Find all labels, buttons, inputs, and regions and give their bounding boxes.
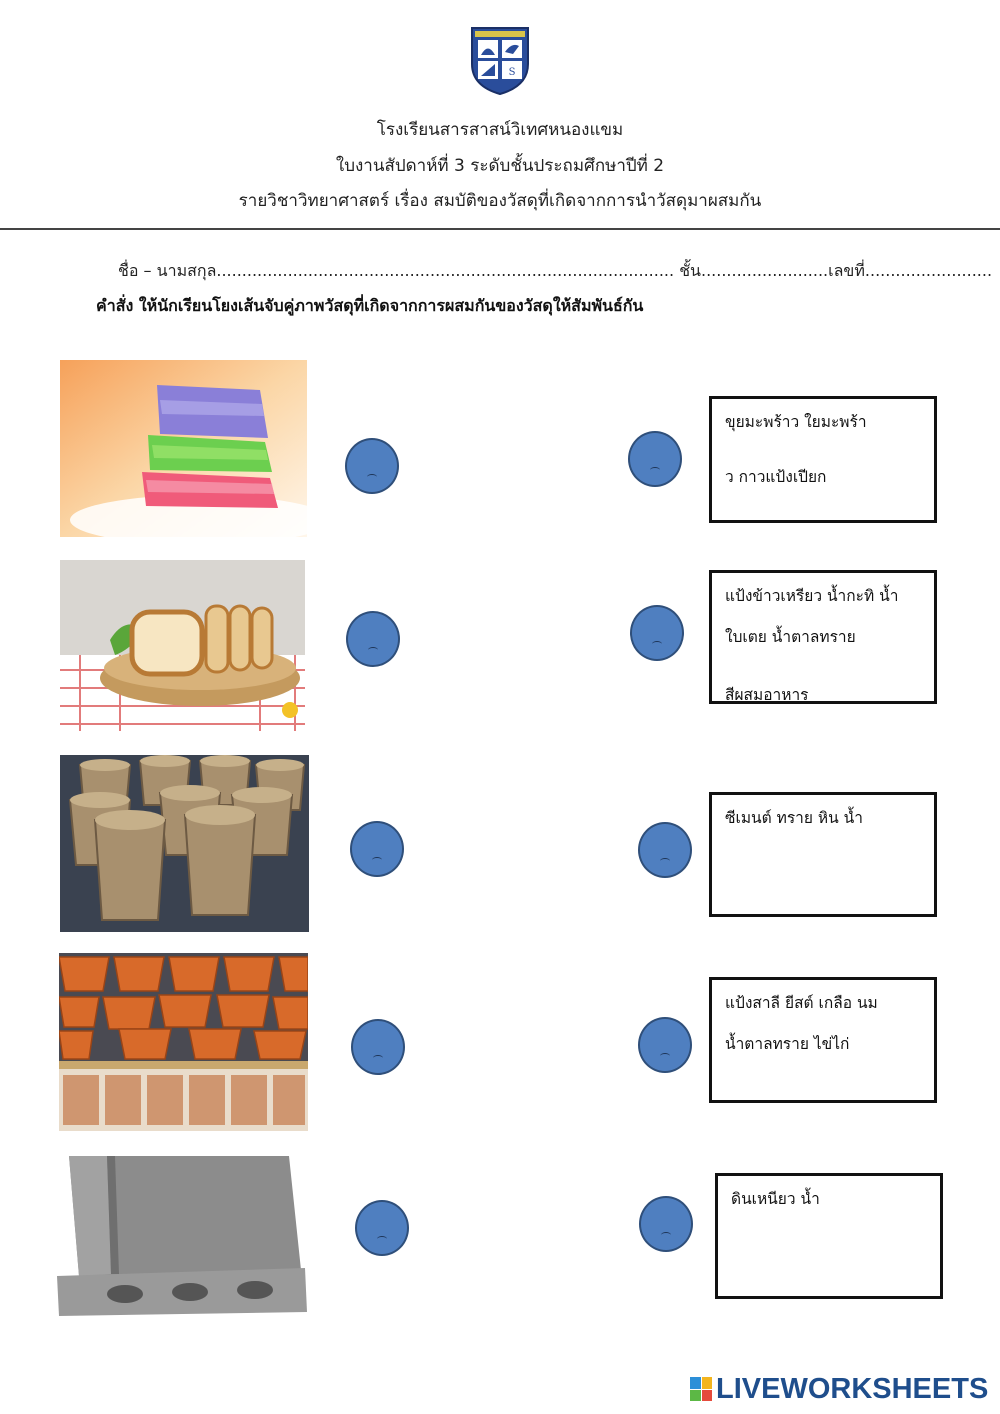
answer-box-4 — [709, 977, 937, 1103]
header-divider — [0, 228, 1000, 230]
answer-box-line: น้ำตาลทราย ไข่ไก่ — [725, 1035, 850, 1053]
answer-box-3 — [709, 792, 937, 917]
answer-box-line: ใบเตย น้ำตาลทราย — [725, 628, 856, 646]
answer-box-2 — [709, 570, 937, 704]
right-match-dot-3[interactable] — [638, 822, 692, 878]
left-match-dot-4[interactable] — [351, 1019, 405, 1075]
liveworksheets-icon — [690, 1377, 712, 1401]
subject-title: รายวิชาวิทยาศาสตร์ เรื่อง สมบัติของวัสดุที่เกิดจากการนำวัสดุมาผสมกัน — [238, 191, 762, 211]
left-match-dot-5[interactable] — [355, 1200, 409, 1256]
bread-picture — [60, 560, 305, 731]
answer-box-line: ว กาวแป้งเปียก — [725, 468, 827, 486]
answer-box-line: แป้งสาลี ยีสต์ เกลือ นม — [725, 994, 878, 1012]
concrete-block-picture — [55, 1152, 309, 1318]
school-name: โรงเรียนสารสาสน์วิเทศหนองแขม — [376, 120, 624, 140]
left-match-dot-3[interactable] — [350, 821, 404, 877]
answer-box-line: ซีเมนต์ ทราย หิน น้ำ — [725, 809, 863, 827]
answer-box-line: สีผสมอาหาร — [725, 686, 809, 704]
liveworksheets-wordmark: LIVEWORKSHEETS — [716, 1372, 989, 1405]
instruction-text: คำสั่ง ให้นักเรียนโยงเส้นจับคู่ภาพวัสดุที่เกิดจากการผสมกันของวัสดุให้สัมพันธ์กัน — [96, 296, 644, 315]
right-match-dot-4[interactable] — [638, 1017, 692, 1073]
left-match-dot-2[interactable] — [346, 611, 400, 667]
school-logo — [469, 24, 531, 96]
right-match-dot-2[interactable] — [630, 605, 684, 661]
worksheet-title: ใบงานสัปดาห์ที่ 3 ระดับชั้นประถมศึกษาปีที่ 2 — [335, 156, 665, 176]
svg-text:S: S — [508, 67, 516, 78]
answer-box-5 — [715, 1173, 943, 1299]
student-info-line: ชื่อ – นามสกุล.......................................................................................... ชั้น.........................เลขที่......................... — [118, 261, 993, 280]
right-match-dot-1[interactable] — [628, 431, 682, 487]
answer-box-line: ขุยมะพร้าว ใยมะพร้า — [725, 413, 867, 431]
answer-box-1 — [709, 396, 937, 523]
left-match-dot-1[interactable] — [345, 438, 399, 494]
right-match-dot-5[interactable] — [639, 1196, 693, 1252]
coconut-fiber-pots-picture — [60, 755, 309, 932]
clay-pots-picture — [59, 953, 308, 1131]
layered-dessert-picture — [60, 360, 307, 537]
answer-box-line: แป้งข้าวเหรียว น้ำกะทิ น้ำ — [725, 587, 899, 605]
answer-box-line: ดินเหนียว น้ำ — [731, 1190, 820, 1208]
liveworksheets-logo — [690, 1374, 988, 1404]
